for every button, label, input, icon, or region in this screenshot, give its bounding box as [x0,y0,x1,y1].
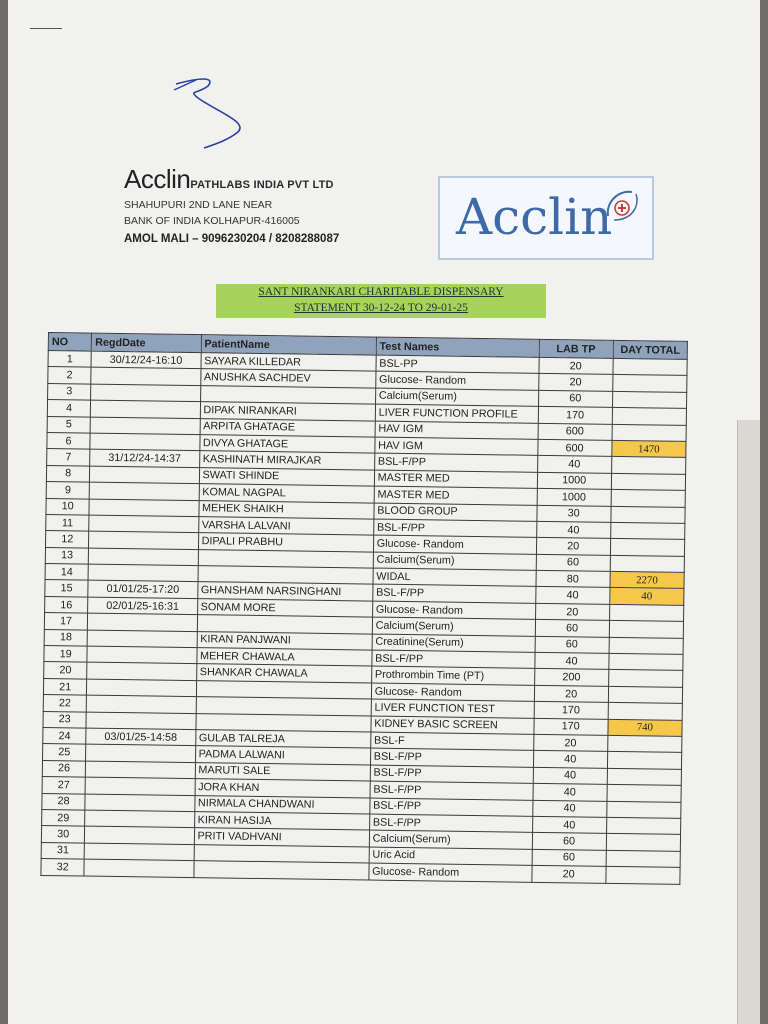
regd-date [91,384,200,402]
lab-tp: 60 [532,833,606,850]
regd-date [91,400,200,418]
patient-name [193,861,368,880]
test-name: MASTER MED [374,486,537,505]
header-test-names: Test Names [376,337,539,357]
lab-tp: 600 [537,439,611,456]
regd-date [87,679,196,697]
day-total [612,391,686,408]
lab-tp: 40 [536,521,610,538]
lab-tp: 40 [537,456,611,473]
patient-name: DIPALI PRABHU [198,533,373,552]
row-number: 24 [43,727,87,744]
row-number: 9 [46,482,90,499]
statement-title [216,284,546,318]
day-total [613,358,687,375]
patient-name: VARSHA LALVANI [198,517,373,536]
test-name: WIDAL [373,568,536,587]
lab-tp: 20 [533,734,607,751]
lab-tp: 20 [536,538,610,555]
test-name: BSL-PP [376,355,539,374]
patient-name: MARUTI SALE [195,762,370,781]
test-name: Uric Acid [369,847,532,866]
regd-date [84,859,193,877]
test-name: BLOOD GROUP [374,503,537,522]
test-name: HAV IGM [375,437,538,456]
patient-name: PADMA LALWANI [195,746,370,765]
day-total [611,506,685,523]
regd-date [89,482,198,500]
patient-name: KASHINATH MIRAJKAR [199,451,374,470]
day-total: 2270 [610,571,684,588]
row-number: 13 [45,547,89,564]
statement-table [40,332,688,884]
row-number: 29 [42,809,86,826]
lab-tp: 40 [534,652,608,669]
patient-name: MEHEK SHAIKH [198,500,373,519]
patient-name: NIRMALA CHANDWANI [194,795,369,814]
signature [168,72,258,152]
test-name: MASTER MED [374,470,537,489]
day-total [607,801,681,818]
day-total [612,424,686,441]
lab-tp: 60 [532,849,606,866]
regd-date [89,515,198,533]
patient-name: JORA KHAN [195,779,370,798]
header-patient-name: PatientName [201,335,376,355]
day-total [609,637,683,654]
lab-tp: 60 [535,620,609,637]
medical-cross-icon [602,186,642,226]
pen-mark [30,28,62,29]
regd-date: 03/01/25-14:58 [86,728,195,746]
row-number: 3 [48,383,92,400]
lab-tp: 20 [538,374,612,391]
day-total [607,735,681,752]
test-name: Glucose- Random [375,371,538,390]
test-name: BSL-F/PP [372,650,535,669]
underlying-page-edge [737,420,760,1024]
regd-date [88,613,197,631]
regd-date [90,417,199,435]
row-number: 7 [47,449,91,466]
contact-line: AMOL MALI – 9096230204 / 8208288087 [124,233,340,245]
patient-name: SHANKAR CHAWALA [196,664,371,683]
test-name: BSL-F/PP [374,453,537,472]
test-name: KIDNEY BASIC SCREEN [371,716,534,735]
regd-date [85,826,194,844]
day-total: 40 [610,588,684,605]
row-number: 5 [47,416,91,433]
day-total [608,703,682,720]
regd-date [85,810,194,828]
row-number: 8 [46,465,90,482]
row-number: 21 [43,678,87,695]
statement-period: STATEMENT 30-12-24 TO 29-01-25 [294,302,468,314]
regd-date [89,548,198,566]
test-name: Calcium(Serum) [375,388,538,407]
row-number: 32 [41,859,85,876]
row-number: 17 [44,613,88,630]
row-number: 6 [47,432,91,449]
company-header [124,164,339,245]
day-total [611,457,685,474]
lab-tp: 40 [532,816,606,833]
test-name: Calcium(Serum) [373,552,536,571]
test-name: Glucose- Random [369,863,532,882]
regd-date: 02/01/25-16:31 [88,597,197,615]
test-name: Prothrombin Time (PT) [371,666,534,685]
lab-tp: 20 [539,357,613,374]
test-name: Glucose- Random [373,535,536,554]
day-total [609,621,683,638]
row-number: 4 [47,400,91,417]
day-total [606,850,680,867]
lab-tp: 170 [533,718,607,735]
lab-tp: 1000 [537,488,611,505]
regd-date [91,367,200,385]
header-day-total: DAY TOTAL [613,340,687,359]
regd-date [86,761,195,779]
test-name: LIVER FUNCTION TEST [371,699,534,718]
lab-tp: 30 [536,505,610,522]
test-name: Creatinine(Serum) [372,634,535,653]
regd-date [88,564,197,582]
lab-tp: 170 [534,702,608,719]
row-number: 1 [48,351,92,368]
test-name: BSL-F/PP [370,781,533,800]
test-name: BSL-F/PP [373,519,536,538]
patient-name: SWATI SHINDE [199,467,374,486]
row-number: 19 [44,646,88,663]
header-no: NO [48,333,92,352]
day-total: 740 [608,719,682,736]
day-total [607,785,681,802]
lab-tp: 60 [536,554,610,571]
row-number: 26 [42,760,86,777]
regd-date: 30/12/24-16:10 [91,351,200,369]
regd-date [84,843,193,861]
day-total [611,473,685,490]
day-total: 1470 [612,440,686,457]
day-total [610,522,684,539]
row-number: 11 [46,514,90,531]
regd-date: 31/12/24-14:37 [90,449,199,467]
test-name: BSL-F/PP [369,814,532,833]
test-name: BSL-F/PP [372,585,535,604]
lab-tp: 60 [538,390,612,407]
row-number: 30 [41,826,85,843]
day-total [606,866,680,883]
patient-name: KIRAN HASIJA [194,812,369,831]
test-name: LIVER FUNCTION PROFILE [375,404,538,423]
day-total [606,817,680,834]
dispensary-name: SANT NIRANKARI CHARITABLE DISPENSARY [258,286,504,298]
lab-tp: 80 [536,570,610,587]
row-number: 23 [43,711,87,728]
regd-date [86,744,195,762]
day-total [606,834,680,851]
statement-table-wrapper [40,332,688,884]
test-name: Glucose- Random [372,601,535,620]
company-brand-suffix: PATHLABS INDIA PVT LTD [190,179,334,191]
lab-tp: 40 [533,783,607,800]
document-page [8,0,760,1024]
day-total [610,539,684,556]
day-total [609,653,683,670]
logo-wordmark: Acclin [456,188,613,246]
row-number: 2 [48,367,92,384]
company-brand: Acclin [124,164,191,194]
test-name: HAV IGM [375,421,538,440]
lab-tp: 40 [533,751,607,768]
day-total [611,490,685,507]
row-number: 10 [46,498,90,515]
regd-date [86,712,195,730]
regd-date [90,466,199,484]
row-number: 14 [45,564,89,581]
lab-tp: 40 [533,767,607,784]
lab-tp: 20 [534,685,608,702]
header-lab-tp: LAB TP [539,339,613,358]
regd-date [90,433,199,451]
day-total [612,408,686,425]
lab-tp: 60 [535,636,609,653]
company-logo [438,176,654,260]
table-body [41,351,687,884]
patient-name: KIRAN PANJWANI [197,631,372,650]
test-name: Glucose- Random [371,683,534,702]
row-number: 15 [45,580,89,597]
test-name: BSL-F/PP [370,798,533,817]
regd-date [85,777,194,795]
regd-date [89,531,198,549]
patient-name: KOMAL NAGPAL [199,484,374,503]
regd-date [87,663,196,681]
day-total [610,555,684,572]
patient-name: ANUSHKA SACHDEV [200,369,375,388]
lab-tp: 600 [538,423,612,440]
regd-date: 01/01/25-17:20 [88,581,197,599]
test-name: BSL-F/PP [370,765,533,784]
row-number: 31 [41,842,85,859]
row-number: 20 [44,662,88,679]
lab-tp: 40 [532,800,606,817]
day-total [609,604,683,621]
regd-date [87,630,196,648]
day-total [607,768,681,785]
row-number: 16 [45,596,89,613]
patient-name: GULAB TALREJA [195,730,370,749]
lab-tp: 200 [534,669,608,686]
regd-date [87,646,196,664]
day-total [607,752,681,769]
address-line-2: BANK OF INDIA KOLHAPUR-416005 [124,215,300,227]
day-total [608,686,682,703]
patient-name: MEHER CHAWALA [196,648,371,667]
lab-tp: 170 [538,407,612,424]
lab-tp: 1000 [537,472,611,489]
row-number: 25 [43,744,87,761]
header-regd-date: RegdDate [92,333,201,353]
row-number: 18 [44,629,88,646]
patient-name: ARPITA GHATAGE [200,418,375,437]
row-number: 22 [43,695,87,712]
test-name: BSL-F [370,732,533,751]
regd-date [85,794,194,812]
patient-name: DIVYA GHATAGE [199,435,374,454]
patient-name: DIPAK NIRANKARI [200,402,375,421]
day-total [612,375,686,392]
patient-name: SAYARA KILLEDAR [201,353,376,372]
lab-tp: 40 [535,587,609,604]
regd-date [89,499,198,517]
test-name: BSL-F/PP [370,748,533,767]
lab-tp: 20 [535,603,609,620]
patient-name: GHANSHAM NARSINGHANI [197,582,372,601]
lab-tp: 20 [531,865,605,882]
regd-date [86,695,195,713]
row-number: 12 [45,531,89,548]
test-name: Calcium(Serum) [369,830,532,849]
test-name: Calcium(Serum) [372,617,535,636]
patient-name: PRITI VADHVANI [194,828,369,847]
patient-name: SONAM MORE [197,598,372,617]
row-number: 27 [42,777,86,794]
row-number: 28 [42,793,86,810]
address-line-1: SHAHUPURI 2ND LANE NEAR [124,199,273,211]
day-total [608,670,682,687]
